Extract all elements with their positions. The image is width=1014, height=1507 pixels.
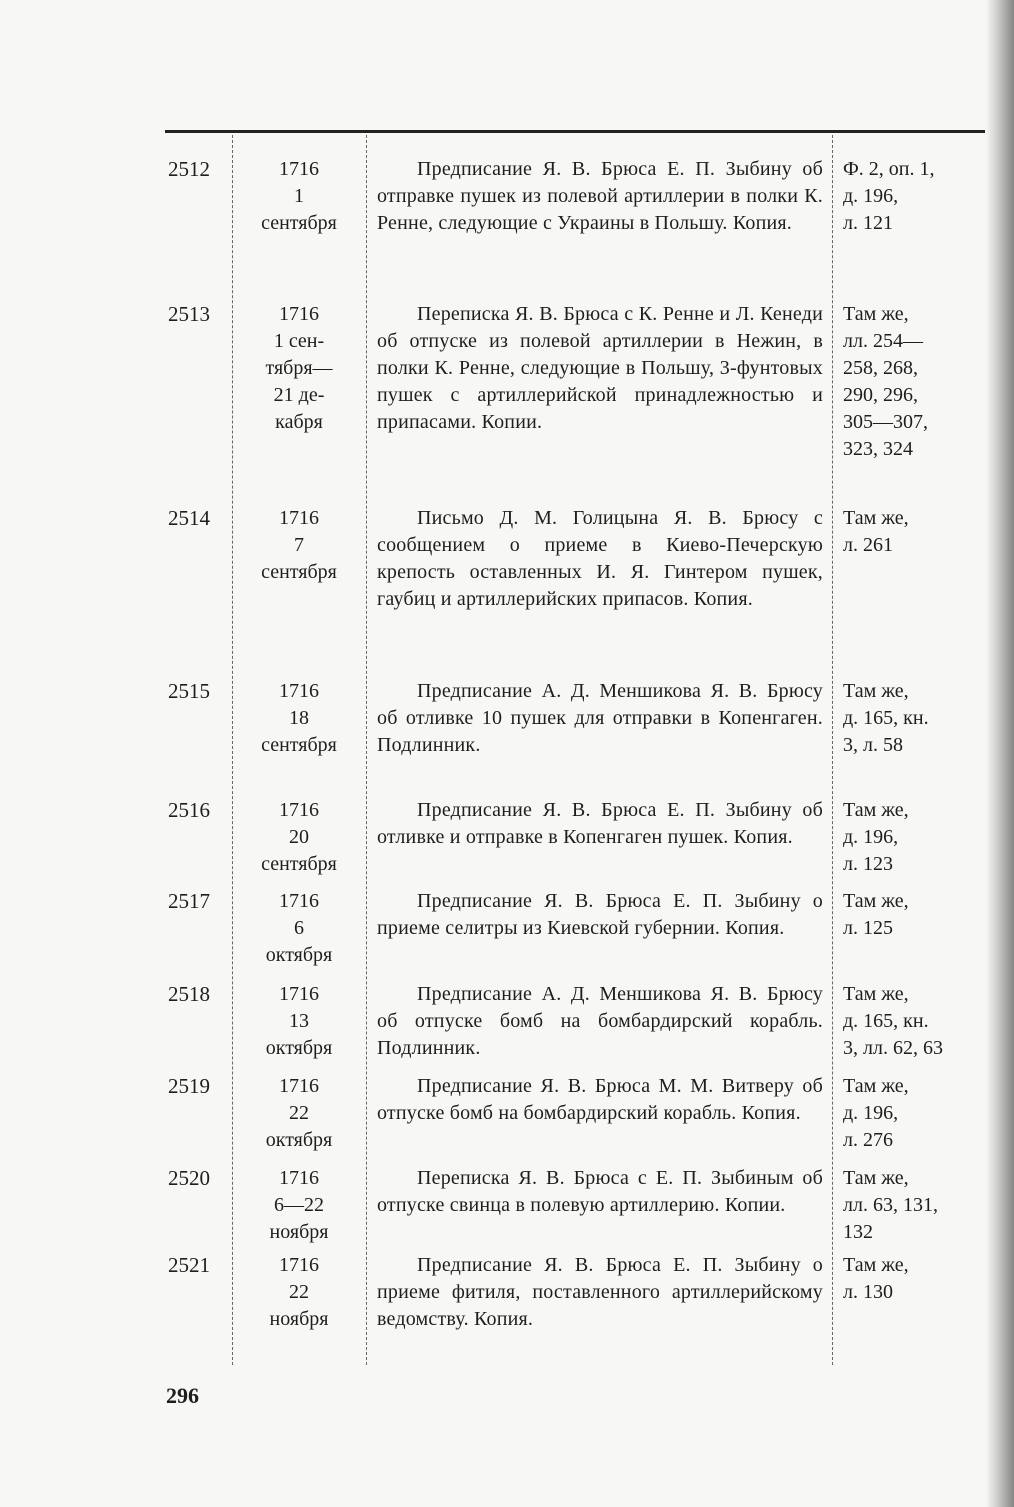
archive-reference xyxy=(843,981,993,1062)
date-line: сентября xyxy=(261,561,337,583)
ref-line: д. 165, кн. xyxy=(843,707,929,729)
entry-description: Предписание Я. В. Брюса Е. П. Зыбину о приеме фитиля, поставленного артиллерийскому ведомству. Копия. xyxy=(377,1254,823,1330)
date-line: тября— xyxy=(265,357,333,379)
date-line: ноября xyxy=(269,1221,329,1243)
column-divider xyxy=(366,135,367,1365)
entry-description: Предписание Я. В. Брюса Е. П. Зыбину об отправке пушек из полевой артиллерии в полки К. Ренне, следующие с Украины в Польшу. Копия. xyxy=(377,158,823,234)
date-line: кабря xyxy=(275,411,323,433)
entry-number: 2521 xyxy=(168,1253,210,1277)
ref-line: 132 xyxy=(843,1221,873,1243)
date-line: 22 xyxy=(289,1102,309,1124)
entry-description: Предписание А. Д. Меншикова Я. В. Брюсу об отпуске бомб на бомбардирский корабль. Подлинник. xyxy=(377,983,823,1059)
date-line: 1 сен- xyxy=(273,330,325,352)
archive-reference xyxy=(843,1073,993,1154)
ref-line: л. 123 xyxy=(843,853,893,875)
entry-number: 2512 xyxy=(168,157,210,181)
date-line: 1716 xyxy=(279,799,319,821)
entry-number: 2515 xyxy=(168,679,210,703)
date-line: 1716 xyxy=(279,680,319,702)
date-line: 1716 xyxy=(279,1167,319,1189)
date-line: октября xyxy=(265,1037,333,1059)
ref-line: Там же, xyxy=(843,680,909,702)
entry-number: 2520 xyxy=(168,1166,210,1190)
archive-reference xyxy=(843,797,993,878)
entry-date xyxy=(240,301,358,436)
archive-reference xyxy=(843,301,993,463)
entry-description: Предписание Я. В. Брюса Е. П. Зыбину об отливке и отправке в Копенгаген пушек. Копия. xyxy=(377,799,823,848)
ref-line: д. 196, xyxy=(843,826,899,848)
entry-description: Переписка Я. В. Брюса с К. Ренне и Л. Кенеди об отпуске из полевой артиллерии в Нежин, в полки К. Ренне, следующие в Польшу, 3-фунтовых пушек с артиллерийской принадлежностью и припасами. Копии. xyxy=(377,303,823,433)
date-line: 20 xyxy=(289,826,309,848)
entry-number: 2516 xyxy=(168,798,210,822)
date-line: октября xyxy=(265,1129,333,1151)
date-line: октября xyxy=(265,944,333,966)
date-line: 1716 xyxy=(279,303,319,325)
entry-date xyxy=(240,1073,358,1154)
ref-line: 290, 296, xyxy=(843,384,918,406)
entry-date xyxy=(240,678,358,759)
ref-line: л. 121 xyxy=(843,212,893,234)
entry-description: Письмо Д. М. Голицына Я. В. Брюсу с сообщением о приеме в Киево-Печерскую крепость оставленных И. Я. Гинтером пушек, гаубиц и артиллерийских припасов. Копия. xyxy=(377,507,823,610)
date-line: сентября xyxy=(261,853,337,875)
ref-line: 258, 268, xyxy=(843,357,918,379)
ref-line: лл. 63, 131, xyxy=(843,1194,938,1216)
date-line: 22 xyxy=(289,1281,309,1303)
ref-line: лл. 254— xyxy=(843,330,923,352)
date-line: 13 xyxy=(289,1010,309,1032)
date-line: 7 xyxy=(294,534,304,556)
entry-description: Предписание А. Д. Меншикова Я. В. Брюсу об отливке 10 пушек для отправки в Копенгаген. Подлинник. xyxy=(377,680,823,756)
ref-line: Ф. 2, оп. 1, xyxy=(843,158,935,180)
ref-line: Там же, xyxy=(843,1167,909,1189)
date-line: 1716 xyxy=(279,1254,319,1276)
ref-line: 3, л. 58 xyxy=(843,734,903,756)
column-divider xyxy=(832,135,833,1365)
entry-date xyxy=(240,1165,358,1246)
entry-number: 2517 xyxy=(168,889,210,913)
ref-line: л. 125 xyxy=(843,917,893,939)
ref-line: Там же, xyxy=(843,1075,909,1097)
date-line: 1716 xyxy=(279,983,319,1005)
ref-line: Там же, xyxy=(843,507,909,529)
entry-description: Предписание Я. В. Брюса Е. П. Зыбину о приеме селитры из Киевской губернии. Копия. xyxy=(377,890,823,939)
entry-date xyxy=(240,888,358,969)
date-line: 1716 xyxy=(279,1075,319,1097)
ref-line: 305—307, xyxy=(843,411,928,433)
date-line: 1716 xyxy=(279,158,319,180)
archive-reference xyxy=(843,1165,993,1246)
entry-number: 2519 xyxy=(168,1074,210,1098)
archive-reference xyxy=(843,156,993,237)
ref-line: л. 130 xyxy=(843,1281,893,1303)
date-line: сентября xyxy=(261,734,337,756)
entry-number: 2518 xyxy=(168,982,210,1006)
archive-reference xyxy=(843,505,993,559)
entry-date xyxy=(240,505,358,586)
date-line: 21 де- xyxy=(273,384,325,406)
date-line: 1716 xyxy=(279,507,319,529)
date-line: 6 xyxy=(294,917,304,939)
ref-line: д. 196, xyxy=(843,1102,899,1124)
ref-line: 3, лл. 62, 63 xyxy=(843,1037,943,1059)
column-divider xyxy=(232,135,233,1365)
entry-date xyxy=(240,797,358,878)
ref-line: Там же, xyxy=(843,799,909,821)
ref-line: л. 276 xyxy=(843,1129,893,1151)
top-rule xyxy=(165,130,985,133)
entry-date xyxy=(240,156,358,237)
entry-date xyxy=(240,981,358,1062)
entry-date xyxy=(240,1252,358,1333)
date-line: сентября xyxy=(261,212,337,234)
ref-line: Там же, xyxy=(843,1254,909,1276)
ref-line: Там же, xyxy=(843,303,909,325)
archive-reference xyxy=(843,1252,993,1306)
date-line: 1 xyxy=(294,185,304,207)
entry-number: 2513 xyxy=(168,302,210,326)
ref-line: Там же, xyxy=(843,983,909,1005)
date-line: 1716 xyxy=(279,890,319,912)
entry-description: Переписка Я. В. Брюса с Е. П. Зыбиным об отпуске свинца в полевую артиллерию. Копии. xyxy=(377,1167,823,1216)
ref-line: д. 165, кн. xyxy=(843,1010,929,1032)
archive-reference xyxy=(843,888,993,942)
page-number: 296 xyxy=(166,1383,199,1408)
entry-description: Предписание Я. В. Брюса М. М. Витверу об отпуске бомб на бомбардирский корабль. Копия. xyxy=(377,1075,823,1124)
date-line: ноября xyxy=(269,1308,329,1330)
ref-line: 323, 324 xyxy=(843,438,913,460)
ref-line: Там же, xyxy=(843,890,909,912)
date-line: 18 xyxy=(289,707,309,729)
archive-reference xyxy=(843,678,993,759)
entry-number: 2514 xyxy=(168,506,210,530)
ref-line: л. 261 xyxy=(843,534,893,556)
ref-line: д. 196, xyxy=(843,185,899,207)
date-line: 6—22 xyxy=(274,1194,324,1216)
